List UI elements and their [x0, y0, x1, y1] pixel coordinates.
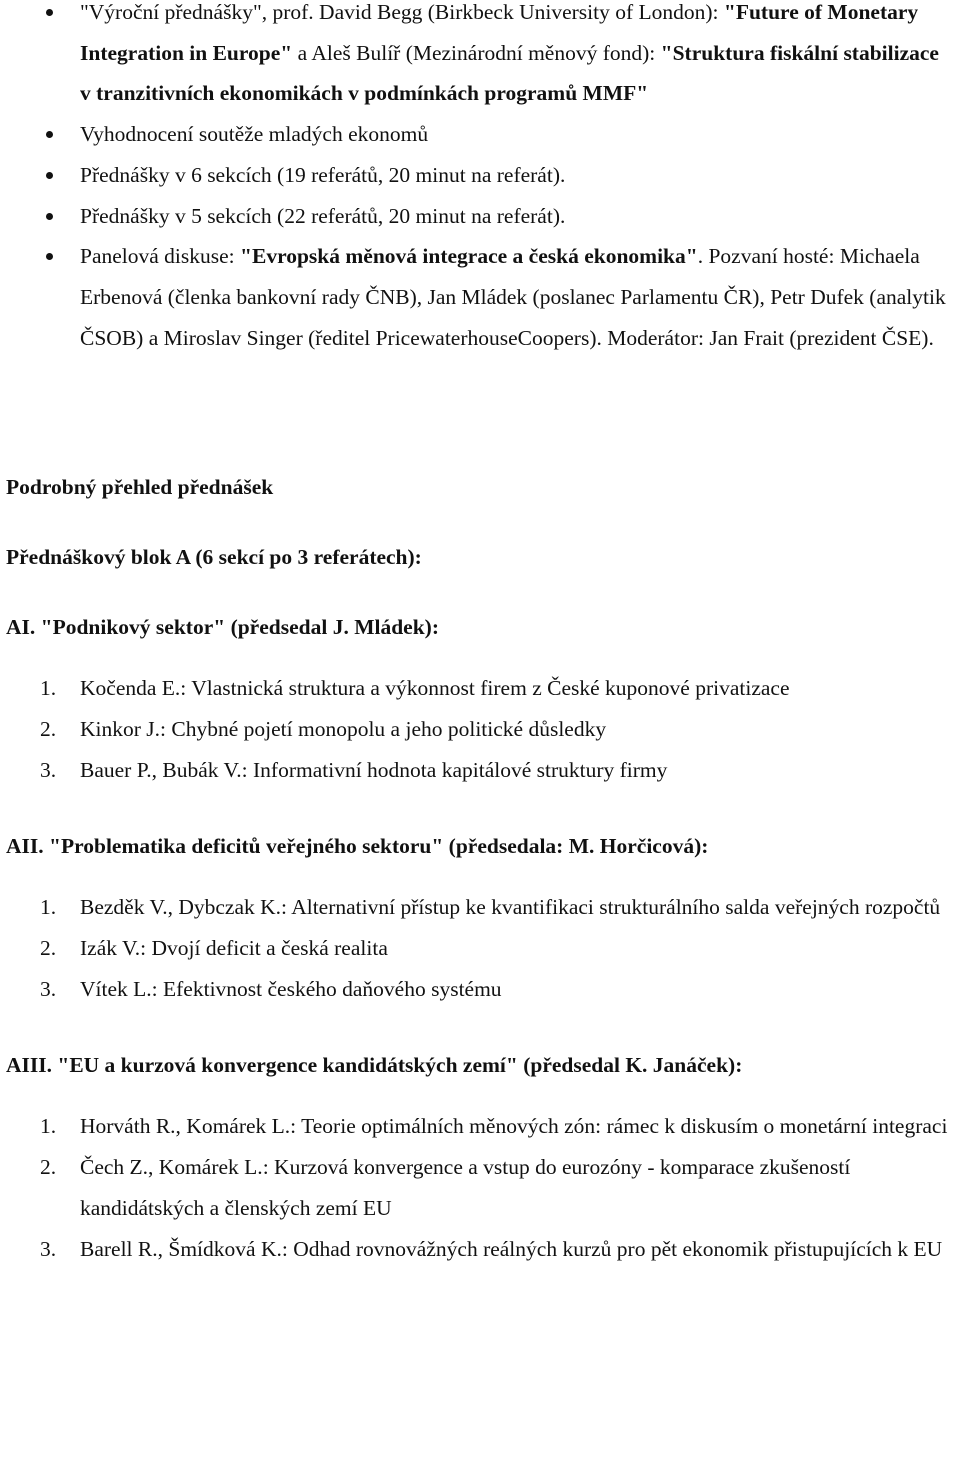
item-title: : Vlastnická struktura a výkonnost firem z České kuponové privatizace — [180, 676, 790, 701]
list-item — [6, 668, 952, 709]
session-ai-list — [6, 668, 952, 791]
item-authors: Bezděk V., Dybczak K. — [80, 895, 282, 920]
bullet-text: Vyhodnocení soutěže mladých ekonomů — [80, 122, 429, 147]
list-item — [6, 1106, 952, 1147]
item-title: : Chybné pojetí monopolu a jeho politické důsledky — [160, 717, 607, 742]
list-item — [6, 928, 952, 969]
item-authors: Barell R., Šmídková K. — [80, 1237, 282, 1262]
item-number: 1. — [40, 895, 57, 920]
session-ai-heading: AI. "Podnikový sektor" (předsedal J. Mládek): — [6, 615, 439, 640]
session-aii-list — [6, 887, 952, 1010]
item-title: : Alternativní přístup ke kvantifikaci strukturálního salda veřejných rozpočtů — [281, 895, 941, 920]
lecture-title-bulir: "Struktura fiskální stabilizace v tranzitivních ekonomikách v podmínkách programů MMF" — [80, 40, 939, 106]
panel-title: "Evropská měnová integrace a česká ekonomika" — [240, 244, 698, 269]
bullet-text: "Výroční přednášky", prof. David Begg (Birkbeck University of London): — [80, 0, 724, 24]
bullet-dot-icon — [46, 213, 53, 220]
bullet-item-competition — [6, 114, 952, 155]
item-title: : Teorie optimálních měnových zón: rámec k diskusím o monetární integraci — [290, 1114, 948, 1139]
session-aiii-list — [6, 1106, 952, 1270]
bullet-dot-icon — [46, 131, 53, 138]
lecture-title-begg: "Future of Monetary Integration in Europe" — [80, 0, 919, 65]
item-authors: Izák V. — [80, 936, 141, 961]
item-number: 1. — [40, 1114, 57, 1139]
list-item — [6, 1229, 952, 1270]
bullet-item-sections-5 — [6, 196, 952, 237]
item-authors: Horváth R., Komárek L. — [80, 1114, 291, 1139]
bullet-item-sections-6 — [6, 155, 952, 196]
item-number: 2. — [40, 1155, 57, 1180]
session-aiii-heading: AIII. "EU a kurzová konvergence kandidátských zemí" (předsedal K. Janáček): — [6, 1053, 743, 1078]
item-authors: Bauer P., Bubák V. — [80, 758, 242, 783]
item-title: : Efektivnost českého daňového systému — [151, 977, 502, 1002]
bullet-text: Panelová diskuse: — [80, 244, 241, 269]
item-authors: Vítek L. — [80, 977, 152, 1002]
item-title: : Odhad rovnovážných reálných kurzů pro pět ekonomik přistupujících k EU — [281, 1237, 943, 1262]
item-number: 2. — [40, 936, 57, 961]
bullet-item-panel-discussion — [6, 236, 952, 358]
bullet-item-annual-lectures — [6, 0, 952, 114]
bullet-dot-icon — [46, 253, 53, 260]
bullet-dot-icon — [46, 9, 53, 16]
item-title: : Informativní hodnota kapitálové struktury firmy — [241, 758, 668, 783]
item-authors: Kinkor J. — [80, 717, 161, 742]
overview-heading: Podrobný přehled přednášek — [6, 475, 274, 500]
bullet-text: Přednášky v 5 sekcích (22 referátů, 20 minut na referát). — [80, 203, 566, 228]
bullet-dot-icon — [46, 172, 53, 179]
list-item — [6, 709, 952, 750]
list-item — [6, 750, 952, 791]
item-authors: Čech Z., Komárek L. — [80, 1155, 263, 1180]
item-number: 3. — [40, 977, 57, 1002]
list-item — [6, 969, 952, 1010]
list-item — [6, 887, 952, 928]
item-authors: Kočenda E. — [80, 676, 181, 701]
item-title: : Kurzová konvergence a vstup do eurozóny - komparace zkušeností kandidátských a členských zemí EU — [80, 1155, 851, 1221]
item-number: 2. — [40, 717, 57, 742]
item-number: 3. — [40, 758, 57, 783]
bullet-text: . Pozvaní hosté: Michaela Erbenová (členka bankovní rady ČNB), Jan Mládek (poslanec Parlamentu ČR), Petr Dufek (analytik ČSOB) a Miroslav Singer (ředitel PricewaterhouseCoopers). Moderátor: Jan Frait (prezident ČSE). — [80, 244, 946, 350]
session-aii-heading: AII. "Problematika deficitů veřejného sektoru" (předsedala: M. Horčicová): — [6, 834, 709, 859]
program-bullet-list — [6, 0, 952, 358]
bullet-text: a Aleš Bulíř (Mezinárodní měnový fond): — [292, 40, 661, 65]
item-number: 1. — [40, 676, 57, 701]
bullet-text: Přednášky v 6 sekcích (19 referátů, 20 minut na referát). — [80, 162, 566, 187]
block-a-heading: Přednáškový blok A (6 sekcí po 3 referátech): — [6, 545, 422, 570]
item-number: 3. — [40, 1237, 57, 1262]
item-title: : Dvojí deficit a česká realita — [140, 936, 388, 961]
list-item — [6, 1147, 952, 1229]
